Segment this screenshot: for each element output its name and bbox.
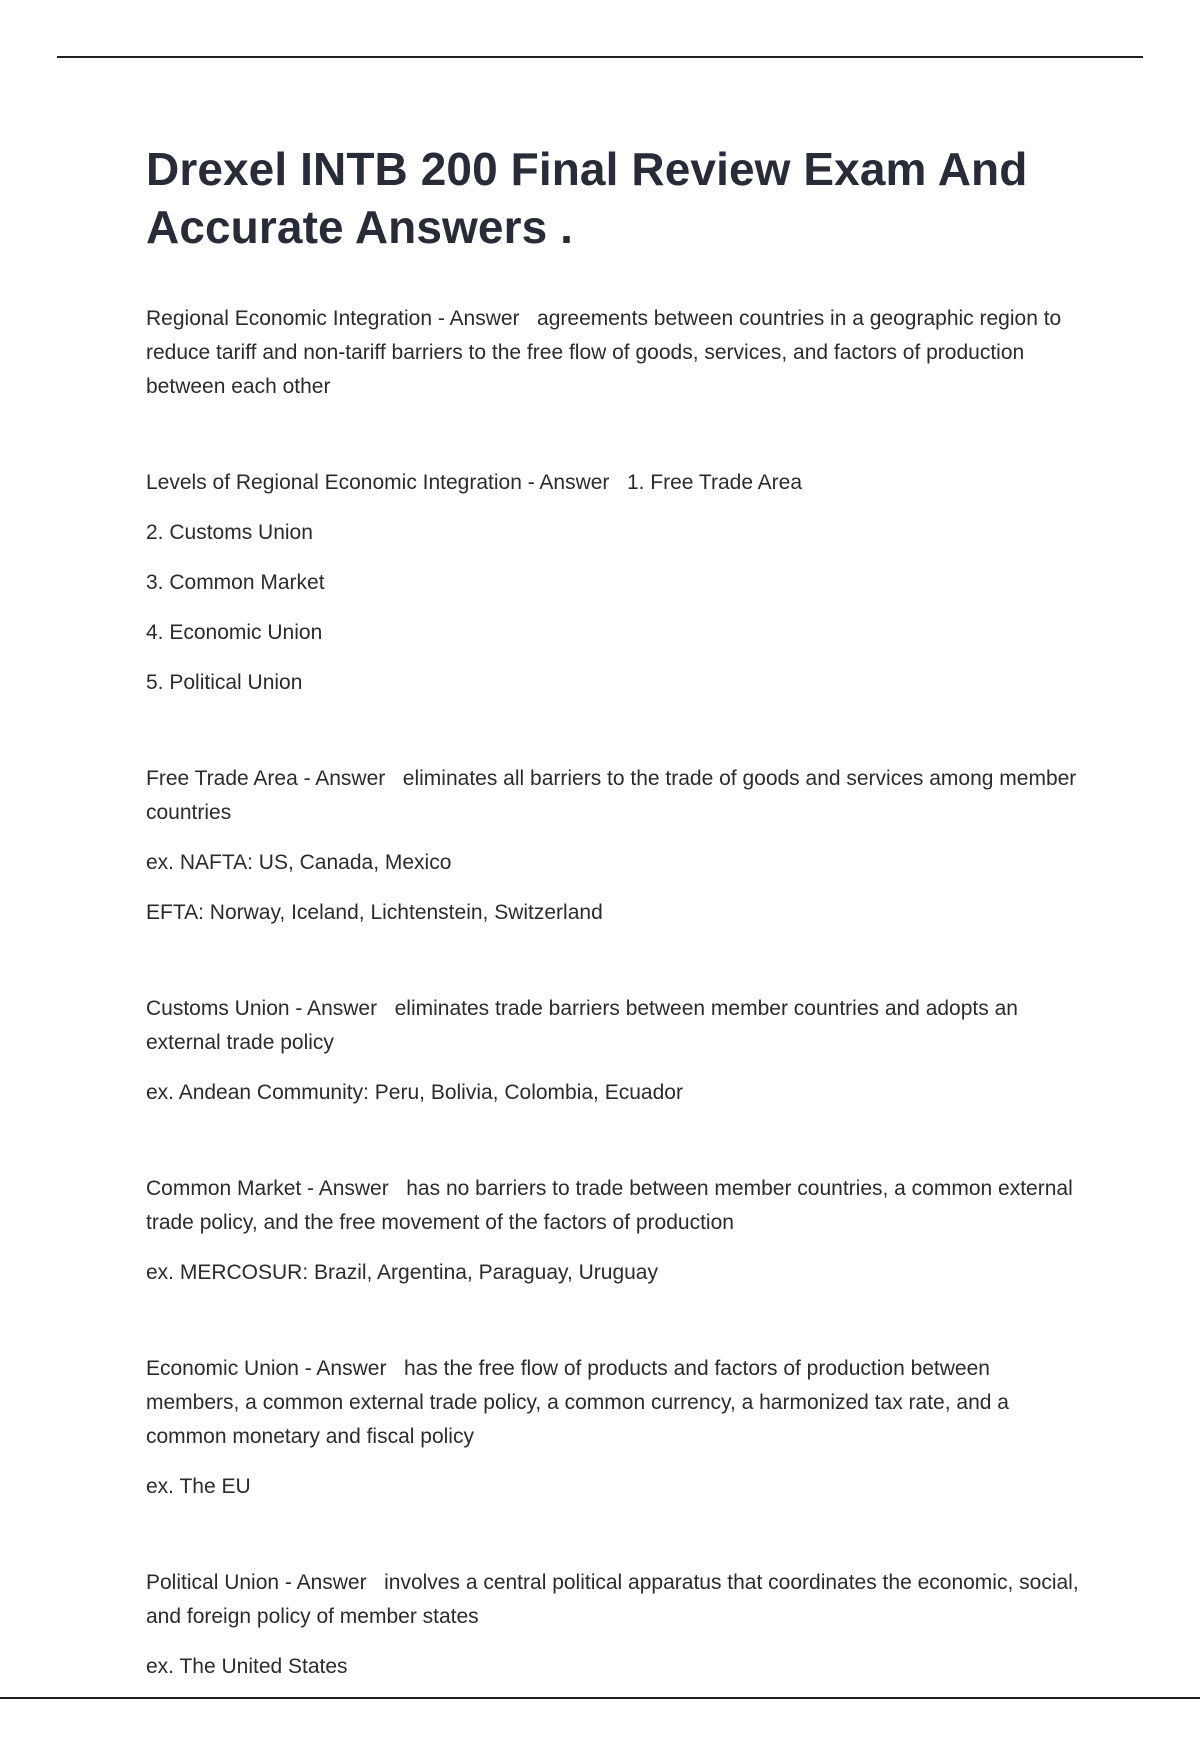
entry-question-answer bbox=[146, 1566, 1086, 1634]
entry-extra-line: 3. Common Market bbox=[146, 571, 325, 594]
entry-question-answer bbox=[146, 762, 1086, 830]
document-page bbox=[146, 140, 1086, 1746]
entry-definition: 1. Free Trade Area bbox=[626, 471, 803, 494]
entry-question-answer bbox=[146, 1352, 1086, 1454]
entry-definition: eliminates all barriers to the trade of goods and services among member countries bbox=[146, 767, 1077, 824]
entry-term: Political Union - Answer bbox=[146, 1571, 367, 1594]
entry-customs-union bbox=[146, 992, 1086, 1110]
entry-definition: involves a central political apparatus that coordinates the economic, social, and foreign policy of member states bbox=[146, 1571, 1079, 1628]
entry-extra-line: 5. Political Union bbox=[146, 671, 303, 694]
entry-political-union bbox=[146, 1566, 1086, 1684]
entry-definition: agreements between countries in a geographic region to reduce tariff and non-tariff barriers to the free flow of goods, services, and factors of production between each other bbox=[146, 307, 1062, 398]
bottom-divider bbox=[0, 1697, 1200, 1699]
entry-extra-line: EFTA: Norway, Iceland, Lichtenstein, Switzerland bbox=[146, 901, 603, 924]
entry-definition: has no barriers to trade between member countries, a common external trade policy, and the free movement of the factors of production bbox=[146, 1177, 1073, 1234]
entry-economic-union bbox=[146, 1352, 1086, 1504]
entry-extra-line: 2. Customs Union bbox=[146, 521, 313, 544]
entry-question-answer bbox=[146, 1172, 1086, 1240]
entry-extra-line: ex. The United States bbox=[146, 1655, 348, 1678]
entry-regional-economic-integration bbox=[146, 302, 1086, 404]
top-divider bbox=[57, 56, 1143, 58]
entry-extra-line: ex. The EU bbox=[146, 1475, 251, 1498]
entry-extra-line: ex. NAFTA: US, Canada, Mexico bbox=[146, 851, 452, 874]
entry-term: Economic Union - Answer bbox=[146, 1357, 387, 1380]
entry-common-market bbox=[146, 1172, 1086, 1290]
entry-free-trade-area bbox=[146, 762, 1086, 930]
entry-levels-of-integration bbox=[146, 466, 1086, 700]
entry-extra-line: ex. Andean Community: Peru, Bolivia, Colombia, Ecuador bbox=[146, 1081, 683, 1104]
entry-extra-line: ex. MERCOSUR: Brazil, Argentina, Paraguay, Uruguay bbox=[146, 1261, 658, 1284]
entry-list bbox=[146, 302, 1086, 1684]
entry-definition: eliminates trade barriers between member countries and adopts an external trade policy bbox=[146, 997, 1018, 1054]
entry-extra-line: 4. Economic Union bbox=[146, 621, 323, 644]
entry-definition: has the free flow of products and factors of production between members, a common external trade policy, a common currency, a harmonized tax rate, and a common monetary and fiscal policy bbox=[146, 1357, 1009, 1448]
entry-term: Common Market - Answer bbox=[146, 1177, 389, 1200]
document-title: Drexel INTB 200 Final Review Exam And Accurate Answers . bbox=[146, 143, 1028, 253]
entry-term: Free Trade Area - Answer bbox=[146, 767, 386, 790]
entry-question-answer bbox=[146, 992, 1086, 1060]
entry-term: Regional Economic Integration - Answer bbox=[146, 307, 520, 330]
entry-term: Levels of Regional Economic Integration - Answer bbox=[146, 471, 610, 494]
entry-question-answer bbox=[146, 466, 1086, 500]
entry-question-answer bbox=[146, 302, 1086, 404]
entry-term: Customs Union - Answer bbox=[146, 997, 378, 1020]
